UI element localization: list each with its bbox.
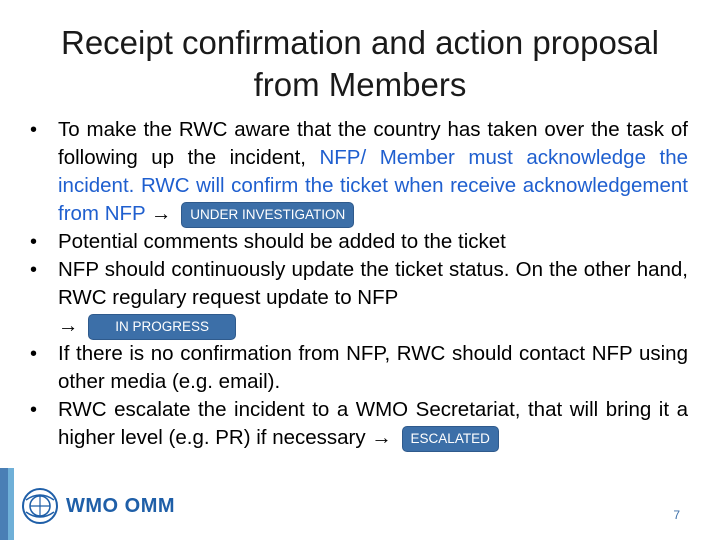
bullet-item-update-status: [26, 256, 688, 340]
bullet-item-comments: [26, 228, 688, 256]
bullet-dot: •: [30, 119, 38, 141]
wmo-emblem-icon: [20, 486, 60, 526]
bullet-text: NFP should continuously update the ticket status. On the other hand, RWC regulary request update to NFP: [58, 258, 688, 309]
logo-text: WMO OMM: [66, 494, 176, 517]
bullet-text: RWC escalate the incident to a WMO Secretariat, that will bring it a higher level (e.g. PR) if necessary: [58, 398, 688, 449]
arrow-glyph: →: [58, 314, 85, 337]
bullet-text: If there is no confirmation from NFP, RWC should contact NFP using other media (e.g. email).: [58, 342, 688, 393]
bullet-item-no-confirmation: [26, 340, 688, 396]
wmo-logo: [20, 486, 175, 526]
arrow-glyph: →: [365, 426, 398, 449]
page-number: 7: [673, 508, 680, 522]
status-badge-in-progress: IN PROGRESS: [88, 314, 236, 340]
bullet-text: To make the RWC aware that the country has taken over the task of following up the incident,: [58, 118, 688, 169]
bullet-item-acknowledge: [26, 116, 688, 228]
footer-accent-bar: [0, 468, 8, 540]
bullet-dot: •: [30, 399, 38, 421]
status-badge-under-investigation: UNDER INVESTIGATION: [181, 202, 354, 228]
bullet-item-escalate: [26, 396, 688, 452]
bullet-text: Potential comments should be added to the ticket: [58, 230, 506, 253]
bullet-dot: •: [30, 259, 38, 281]
footer-accent-bar-light: [8, 468, 14, 540]
status-badge-escalated: ESCALATED: [402, 426, 499, 452]
bullet-highlight-text: NFP/ Member must acknowledge the incident. RWC will confirm the ticket when receive acknowledgement from NFP: [58, 146, 688, 225]
bullet-list: [26, 116, 688, 452]
arrow-glyph: →: [145, 202, 178, 225]
bullet-dot: •: [30, 231, 38, 253]
bullet-dot: •: [30, 343, 38, 365]
slide-title: Receipt confirmation and action proposal from Members: [60, 24, 659, 103]
